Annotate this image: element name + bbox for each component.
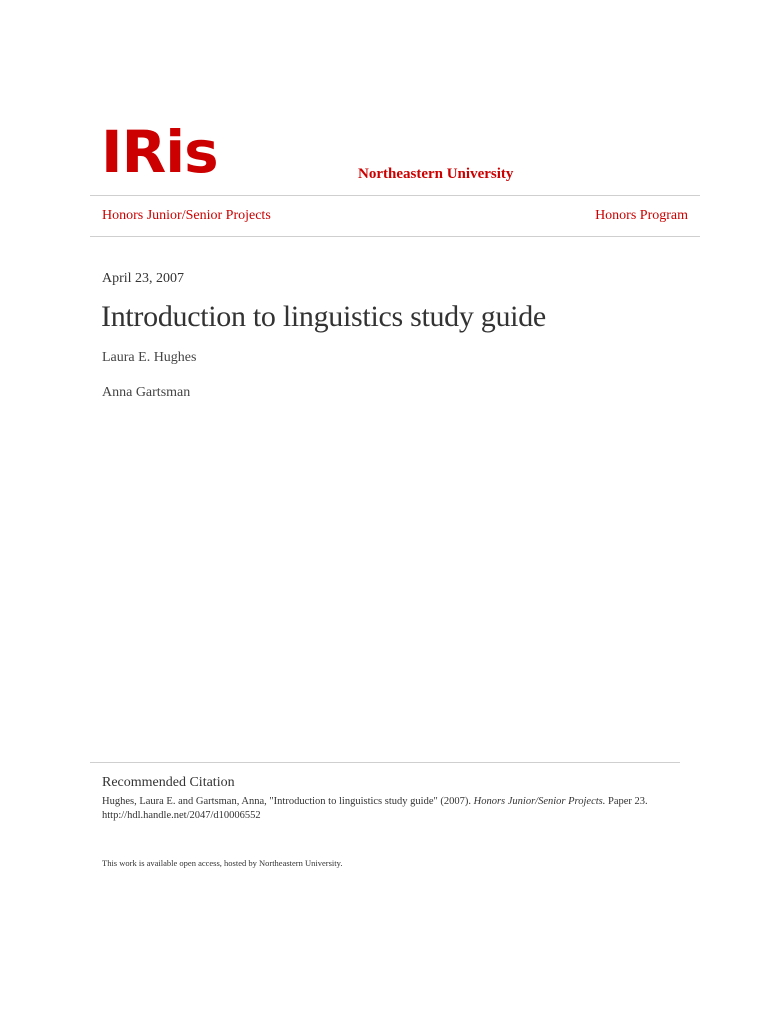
nav-divider (90, 236, 700, 237)
citation-url-link[interactable]: http://hdl.handle.net/2047/d10006552 (102, 810, 261, 821)
citation-divider (90, 762, 680, 763)
paper-title: Introduction to linguistics study guide (101, 300, 546, 333)
citation-heading: Recommended Citation (102, 775, 235, 790)
university-link[interactable]: Northeastern University (358, 166, 514, 182)
open-access-note: This work is available open access, hosted by Northeastern University. (102, 858, 343, 868)
citation-text (102, 795, 662, 823)
iris-logo[interactable]: IRis (101, 118, 218, 186)
author-name: Anna Gartsman (102, 385, 191, 400)
collection-link[interactable]: Honors Junior/Senior Projects (102, 208, 271, 223)
citation-series: Honors Junior/Senior Projects. (473, 796, 606, 807)
citation-paper-number: Paper 23. (605, 796, 648, 807)
top-divider (90, 195, 700, 196)
publication-date: April 23, 2007 (102, 271, 185, 286)
author-name: Laura E. Hughes (102, 350, 197, 365)
program-link[interactable]: Honors Program (595, 208, 688, 223)
citation-body: Hughes, Laura E. and Gartsman, Anna, "Introduction to linguistics study guide" (2007). (102, 796, 474, 807)
